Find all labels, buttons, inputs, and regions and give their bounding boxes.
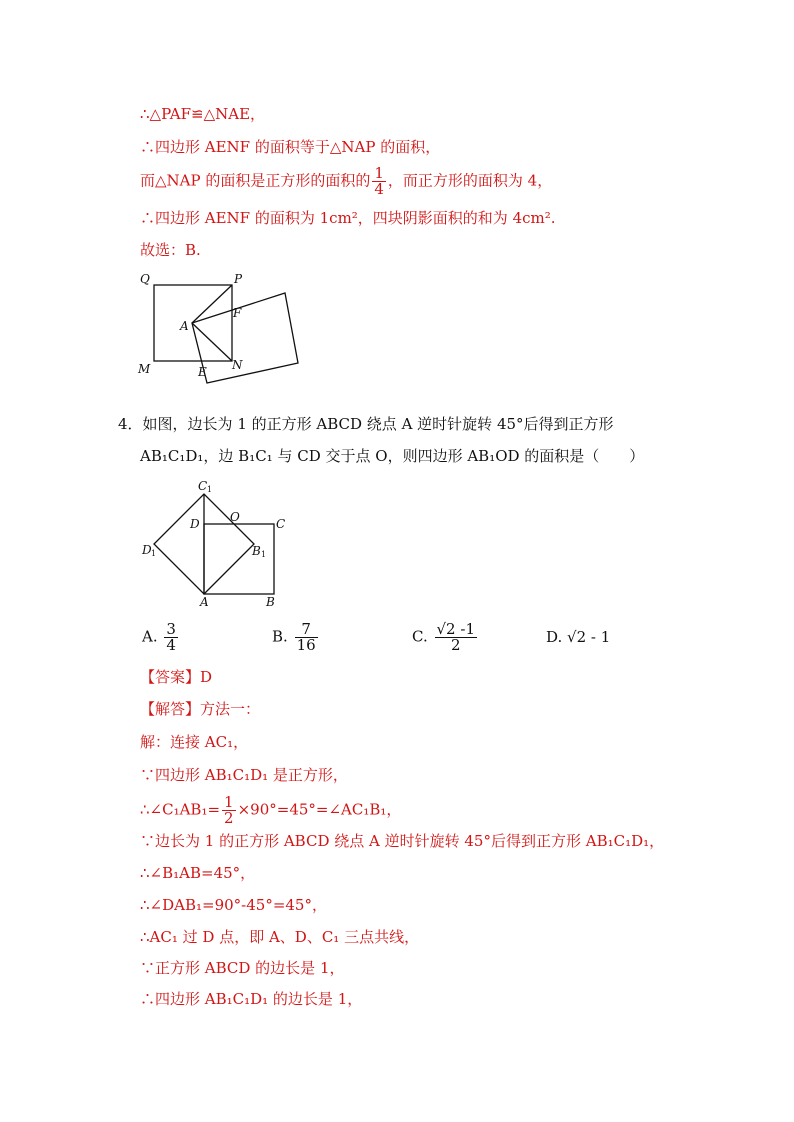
fraction-numerator: 7 xyxy=(295,622,318,638)
question-4-line1 xyxy=(118,414,614,434)
label-b1-sub: 1 xyxy=(261,550,267,559)
fraction-denominator: 4 xyxy=(166,636,176,654)
label-c: C xyxy=(276,517,286,531)
label-d1-sub: 1 xyxy=(151,549,157,558)
question-text: 如图，边长为 1 的正方形 ABCD 绕点 A 逆时针旋转 45°后得到正方形 xyxy=(142,415,614,433)
option-a[interactable] xyxy=(142,622,180,653)
fraction-numerator: 1 xyxy=(374,164,384,182)
text-line-choice: 故选：B. xyxy=(140,241,201,259)
option-label: D. xyxy=(546,628,563,646)
label-q: Q xyxy=(140,272,150,286)
label-a: A xyxy=(200,595,209,609)
label-o: O xyxy=(230,510,240,524)
solution-line: ∵四边形 AB₁C₁D₁ 是正方形， xyxy=(140,766,348,784)
text-fragment: ，而正方形的面积为 4， xyxy=(387,171,553,190)
fraction-numerator: 3 xyxy=(166,620,176,638)
label-e: E xyxy=(198,365,207,379)
option-c[interactable] xyxy=(412,622,479,653)
fraction-one-half xyxy=(222,795,236,826)
solution-header: 【解答】方法一： xyxy=(140,700,261,718)
segment-ap xyxy=(192,285,232,323)
solution-line-angle xyxy=(140,795,401,826)
label-a: A xyxy=(180,319,189,333)
option-fraction xyxy=(295,622,318,653)
label-c1: C xyxy=(198,479,208,493)
solution-line: 解：连接 AC₁， xyxy=(140,733,249,751)
solution-line: ∵边长为 1 的正方形 ABCD 绕点 A 逆时针旋转 45°后得到正方形 AB₁C₁D₁， xyxy=(140,832,665,850)
label-d: D xyxy=(190,517,200,531)
option-fraction xyxy=(435,622,477,653)
fraction-denominator: 4 xyxy=(374,180,384,198)
text-fragment: ×90°=45°=∠AC₁B₁， xyxy=(237,800,402,819)
label-m: M xyxy=(138,362,151,376)
text-line-area-equal: ∴四边形 AENF 的面积等于△NAP 的面积， xyxy=(140,138,441,156)
figure-rotated-squares xyxy=(130,265,310,385)
answer-line: 【答案】D xyxy=(140,668,213,686)
text-line-area-result: ∴四边形 AENF 的面积为 1cm²，四块阴影面积的和为 4cm². xyxy=(140,209,556,227)
figure-abcd-rotation xyxy=(138,476,308,611)
solution-line: ∴AC₁ 过 D 点，即 A、D、C₁ 三点共线， xyxy=(140,928,420,946)
option-label: B. xyxy=(272,627,288,646)
text-line-area-fraction xyxy=(140,166,552,197)
label-d1: D xyxy=(142,543,152,557)
label-c1-sub: 1 xyxy=(207,485,213,494)
option-label: A. xyxy=(142,627,158,646)
solution-line: ∴∠DAB₁=90°-45°=45°， xyxy=(140,896,327,914)
text-fragment: 而△NAP 的面积是正方形的面积的 xyxy=(140,171,371,190)
text-fragment: ∴∠C₁AB₁= xyxy=(140,800,221,819)
label-n: N xyxy=(232,358,243,372)
option-fraction xyxy=(164,622,178,653)
option-b[interactable] xyxy=(272,622,320,653)
label-f: F xyxy=(233,306,242,320)
option-d[interactable] xyxy=(546,628,610,646)
solution-line: ∴∠B₁AB=45°， xyxy=(140,864,256,882)
label-p: P xyxy=(234,272,243,286)
fraction-denominator: 2 xyxy=(450,636,461,654)
solution-line: ∵正方形 ABCD 的边长是 1， xyxy=(140,959,345,977)
fraction-denominator: 2 xyxy=(224,809,234,827)
fraction-one-quarter xyxy=(372,166,386,197)
label-b: B xyxy=(266,595,275,609)
text-line-congruent: ∴△PAF≌△NAE， xyxy=(140,105,266,123)
segment-an xyxy=(192,323,232,361)
fraction-numerator: 1 xyxy=(224,793,234,811)
fraction-denominator: 16 xyxy=(296,636,316,654)
solution-line: ∴四边形 AB₁C₁D₁ 的边长是 1， xyxy=(140,990,363,1008)
question-4-line2: AB₁C₁D₁，边 B₁C₁ 与 CD 交于点 O，则四边形 AB₁OD 的面积是（ ） xyxy=(140,447,645,465)
option-text: √2 - 1 xyxy=(567,628,611,646)
question-number: 4． xyxy=(118,415,143,433)
fraction-numerator: √2 -1 xyxy=(436,620,475,638)
label-b1: B xyxy=(252,544,261,558)
option-label: C. xyxy=(412,627,428,646)
